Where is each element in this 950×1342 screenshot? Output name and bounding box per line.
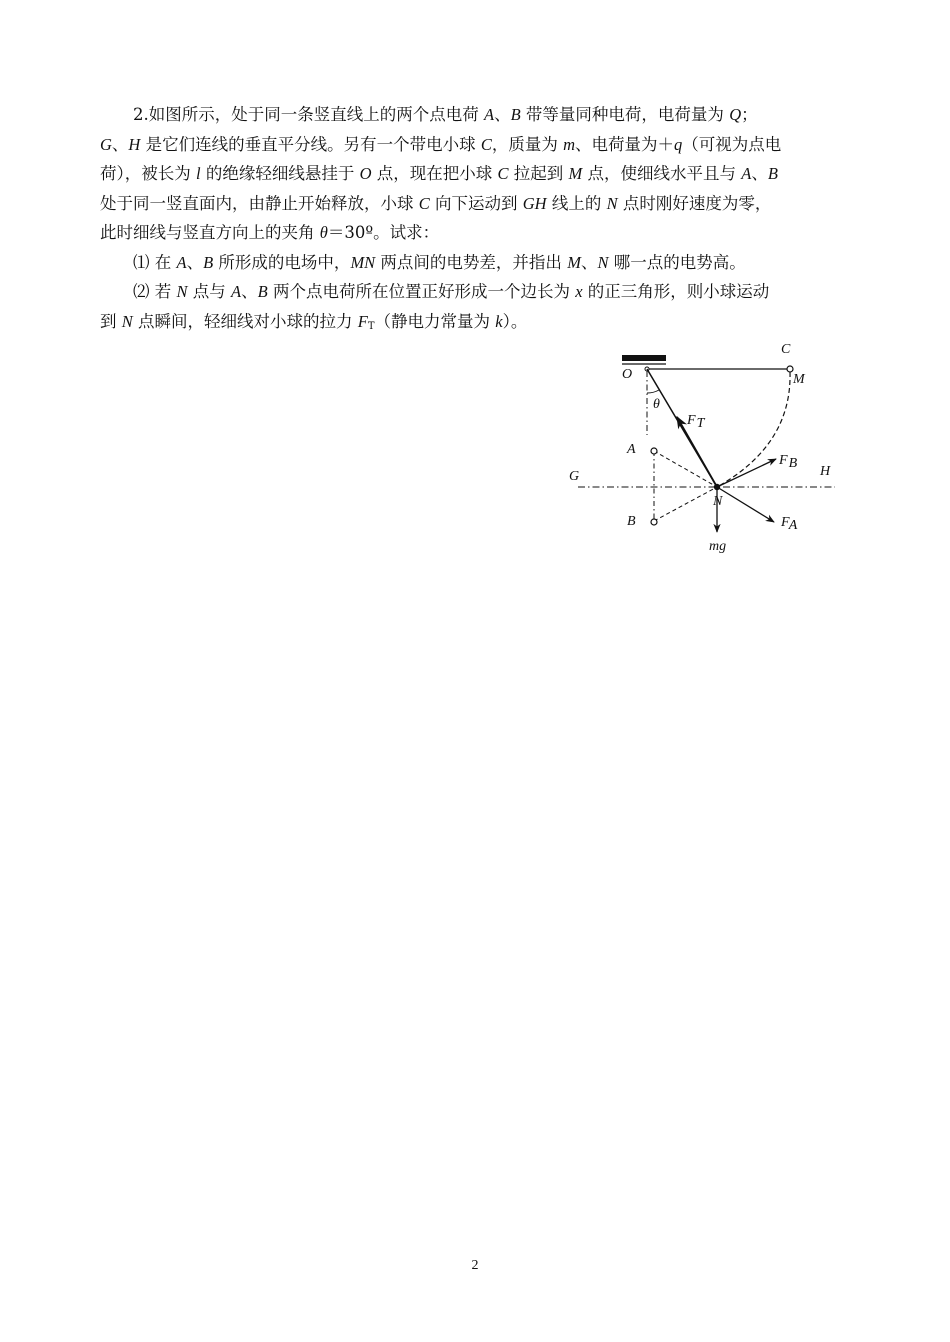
math-symbol: C — [418, 193, 430, 213]
math-symbol: A — [176, 252, 187, 272]
label-c: C — [781, 342, 791, 357]
subscript: T — [367, 320, 375, 332]
question-2-line-2: 到 N 点瞬间，轻细线对小球的拉力 $F_T$（静电力常量为 k）。 — [100, 311, 528, 332]
math-symbol: MN — [350, 252, 376, 272]
label-mg: mg — [709, 539, 727, 554]
ball-at-n — [714, 484, 720, 490]
math-symbol: B — [767, 164, 778, 183]
question-1-line: ⑴ 在 A、B 所形成的电场中，MN 两点间的电势差，并指出 M、N 哪一点的电势高。 — [133, 252, 746, 272]
ceiling-support — [622, 355, 666, 361]
label-n: N — [713, 494, 723, 509]
math-symbol: C — [497, 164, 509, 183]
math-symbol: B — [510, 105, 521, 124]
math-symbol: M — [568, 164, 583, 183]
math-symbol: C — [480, 134, 492, 154]
label-ft: FT — [687, 413, 705, 431]
math-symbol: θ — [319, 223, 328, 242]
label-fb: FB — [779, 453, 798, 471]
math-symbol: F — [357, 311, 368, 331]
theta-arc — [647, 390, 659, 393]
physics-diagram — [560, 335, 850, 565]
math-symbol: m — [563, 134, 576, 154]
intro-line-4: 处于同一竖直面内，由静止开始释放，小球 C 向下运动到 GH 线上的 N 点时刚好速度为零， — [100, 193, 772, 213]
math-symbol: N — [597, 252, 609, 272]
diagram-svg — [560, 335, 850, 565]
force-a-arrow — [717, 487, 774, 522]
label-o: O — [622, 367, 633, 382]
question-2 — [100, 277, 852, 336]
math-symbol: O — [359, 164, 372, 183]
math-symbol: A — [231, 282, 242, 301]
label-a: A — [627, 442, 636, 457]
label-fa: FA — [781, 515, 798, 533]
intro-line-3: 荷），被长为 l 的绝缘轻细线悬挂于 O 点，现在把小球 C 拉起到 M 点，使细线水平且与 A、B — [100, 164, 778, 183]
question-2-line-1: ⑵ 若 N 点与 A、B 两个点电荷所在位置正好形成一个边长为 x 的正三角形，则小球运动 — [133, 282, 770, 301]
label-theta: θ — [653, 397, 660, 412]
intro-line-5: 此时细线与竖直方向上的夹角 θ＝30º。试求： — [100, 223, 440, 242]
b-to-n-line — [654, 487, 717, 521]
page-number: 2 — [471, 1258, 479, 1273]
charge-a — [651, 448, 657, 454]
problem-2 — [100, 100, 852, 336]
label-m: M — [793, 372, 805, 387]
math-symbol: A — [741, 164, 752, 183]
math-symbol: N — [121, 311, 133, 331]
math-symbol: N — [606, 193, 618, 213]
math-symbol: G — [100, 134, 112, 154]
intro-line-2: G、H 是它们连线的垂直平分线。另有一个带电小球 C，质量为 m、电荷量为＋q（可视为点电 — [100, 134, 782, 154]
math-symbol: k — [495, 311, 503, 331]
math-symbol: x — [575, 282, 583, 301]
label-b: B — [627, 514, 636, 529]
intro-line-1: 2.如图所示，处于同一条竖直线上的两个点电荷 A、B 带等量同种电荷，电荷量为 Q； — [133, 105, 758, 124]
label-g: G — [569, 469, 580, 484]
math-symbol: B — [257, 282, 268, 301]
math-symbol: A — [484, 105, 495, 124]
math-symbol: q — [674, 134, 683, 154]
math-symbol: l — [196, 164, 201, 183]
math-symbol: H — [128, 134, 141, 154]
math-symbol: N — [176, 282, 188, 301]
problem-intro — [100, 100, 852, 248]
math-symbol: B — [203, 252, 214, 272]
force-b-arrow — [717, 459, 776, 487]
label-h: H — [820, 464, 831, 479]
question-1 — [100, 248, 852, 278]
math-symbol: Q — [729, 105, 742, 124]
charge-b — [651, 519, 657, 525]
math-symbol: M — [567, 252, 581, 272]
math-symbol: GH — [522, 193, 547, 213]
